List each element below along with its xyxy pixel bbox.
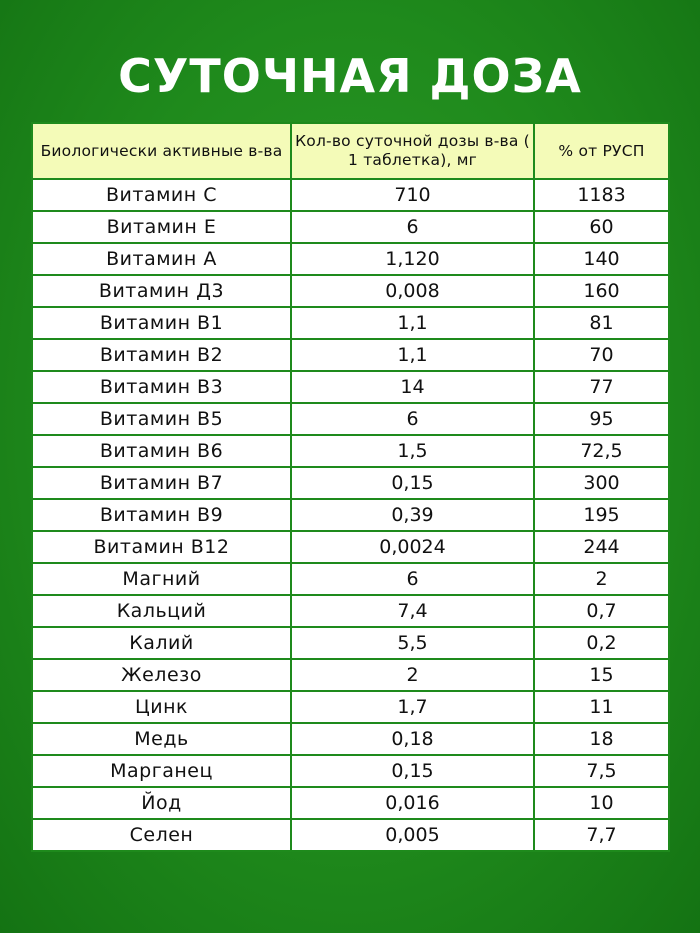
percent-rusp-cell: 11	[534, 691, 669, 723]
percent-rusp-cell: 7,7	[534, 819, 669, 851]
daily-amount-cell: 0,016	[291, 787, 534, 819]
table-row	[32, 499, 669, 531]
substance-cell: Витамин В3	[32, 371, 291, 403]
daily-amount-cell: 0,15	[291, 755, 534, 787]
daily-dose-table	[31, 122, 670, 852]
percent-rusp-cell: 7,5	[534, 755, 669, 787]
substance-cell: Витамин Д3	[32, 275, 291, 307]
daily-amount-cell: 0,15	[291, 467, 534, 499]
percent-rusp-cell: 0,7	[534, 595, 669, 627]
percent-rusp-cell: 95	[534, 403, 669, 435]
substance-cell: Витамин В1	[32, 307, 291, 339]
substance-cell: Калий	[32, 627, 291, 659]
page-title: СУТОЧНАЯ ДОЗА	[118, 49, 582, 103]
substance-cell: Витамин В2	[32, 339, 291, 371]
substance-cell: Железо	[32, 659, 291, 691]
substance-cell: Кальций	[32, 595, 291, 627]
substance-cell: Медь	[32, 723, 291, 755]
table-row	[32, 787, 669, 819]
table-row	[32, 403, 669, 435]
percent-rusp-cell: 140	[534, 243, 669, 275]
table-header	[32, 123, 669, 179]
table-row	[32, 179, 669, 211]
table-row	[32, 563, 669, 595]
percent-rusp-cell: 195	[534, 499, 669, 531]
table-row	[32, 627, 669, 659]
daily-amount-cell: 0,39	[291, 499, 534, 531]
header-row	[32, 123, 669, 179]
substance-cell: Витамин В12	[32, 531, 291, 563]
daily-amount-cell: 1,120	[291, 243, 534, 275]
percent-rusp-cell: 2	[534, 563, 669, 595]
daily-amount-cell: 710	[291, 179, 534, 211]
table-row	[32, 595, 669, 627]
table-row	[32, 691, 669, 723]
percent-rusp-cell: 70	[534, 339, 669, 371]
header-daily-amount: Кол-во суточной дозы в-ва ( 1 таблетка), мг	[291, 123, 534, 179]
table-body	[32, 179, 669, 851]
substance-cell: Витамин А	[32, 243, 291, 275]
substance-cell: Йод	[32, 787, 291, 819]
percent-rusp-cell: 160	[534, 275, 669, 307]
table-row	[32, 371, 669, 403]
daily-amount-cell: 6	[291, 563, 534, 595]
substance-cell: Витамин В7	[32, 467, 291, 499]
header-substance: Биологически активные в-ва	[32, 123, 291, 179]
substance-cell: Витамин С	[32, 179, 291, 211]
substance-cell: Витамин В6	[32, 435, 291, 467]
daily-amount-cell: 0,18	[291, 723, 534, 755]
percent-rusp-cell: 81	[534, 307, 669, 339]
substance-cell: Марганец	[32, 755, 291, 787]
percent-rusp-cell: 15	[534, 659, 669, 691]
substance-cell: Витамин Е	[32, 211, 291, 243]
daily-amount-cell: 0,008	[291, 275, 534, 307]
table-row	[32, 275, 669, 307]
percent-rusp-cell: 60	[534, 211, 669, 243]
table-row	[32, 211, 669, 243]
percent-rusp-cell: 300	[534, 467, 669, 499]
substance-cell: Магний	[32, 563, 291, 595]
percent-rusp-cell: 77	[534, 371, 669, 403]
table-row	[32, 307, 669, 339]
table-row	[32, 243, 669, 275]
daily-amount-cell: 7,4	[291, 595, 534, 627]
daily-amount-cell: 6	[291, 403, 534, 435]
daily-amount-cell: 1,7	[291, 691, 534, 723]
header-percent-rusp: % от РУСП	[534, 123, 669, 179]
table-row	[32, 659, 669, 691]
daily-amount-cell: 1,1	[291, 307, 534, 339]
substance-cell: Цинк	[32, 691, 291, 723]
table-row	[32, 819, 669, 851]
daily-amount-cell: 0,0024	[291, 531, 534, 563]
table-row	[32, 339, 669, 371]
daily-amount-cell: 5,5	[291, 627, 534, 659]
percent-rusp-cell: 0,2	[534, 627, 669, 659]
percent-rusp-cell: 1183	[534, 179, 669, 211]
percent-rusp-cell: 72,5	[534, 435, 669, 467]
substance-cell: Витамин В9	[32, 499, 291, 531]
daily-amount-cell: 6	[291, 211, 534, 243]
daily-amount-cell: 2	[291, 659, 534, 691]
table-row	[32, 435, 669, 467]
daily-amount-cell: 1,5	[291, 435, 534, 467]
table-row	[32, 531, 669, 563]
substance-cell: Селен	[32, 819, 291, 851]
table-row	[32, 723, 669, 755]
percent-rusp-cell: 10	[534, 787, 669, 819]
daily-amount-cell: 14	[291, 371, 534, 403]
table-row	[32, 467, 669, 499]
percent-rusp-cell: 18	[534, 723, 669, 755]
percent-rusp-cell: 244	[534, 531, 669, 563]
table-row	[32, 755, 669, 787]
daily-amount-cell: 0,005	[291, 819, 534, 851]
substance-cell: Витамин В5	[32, 403, 291, 435]
daily-amount-cell: 1,1	[291, 339, 534, 371]
